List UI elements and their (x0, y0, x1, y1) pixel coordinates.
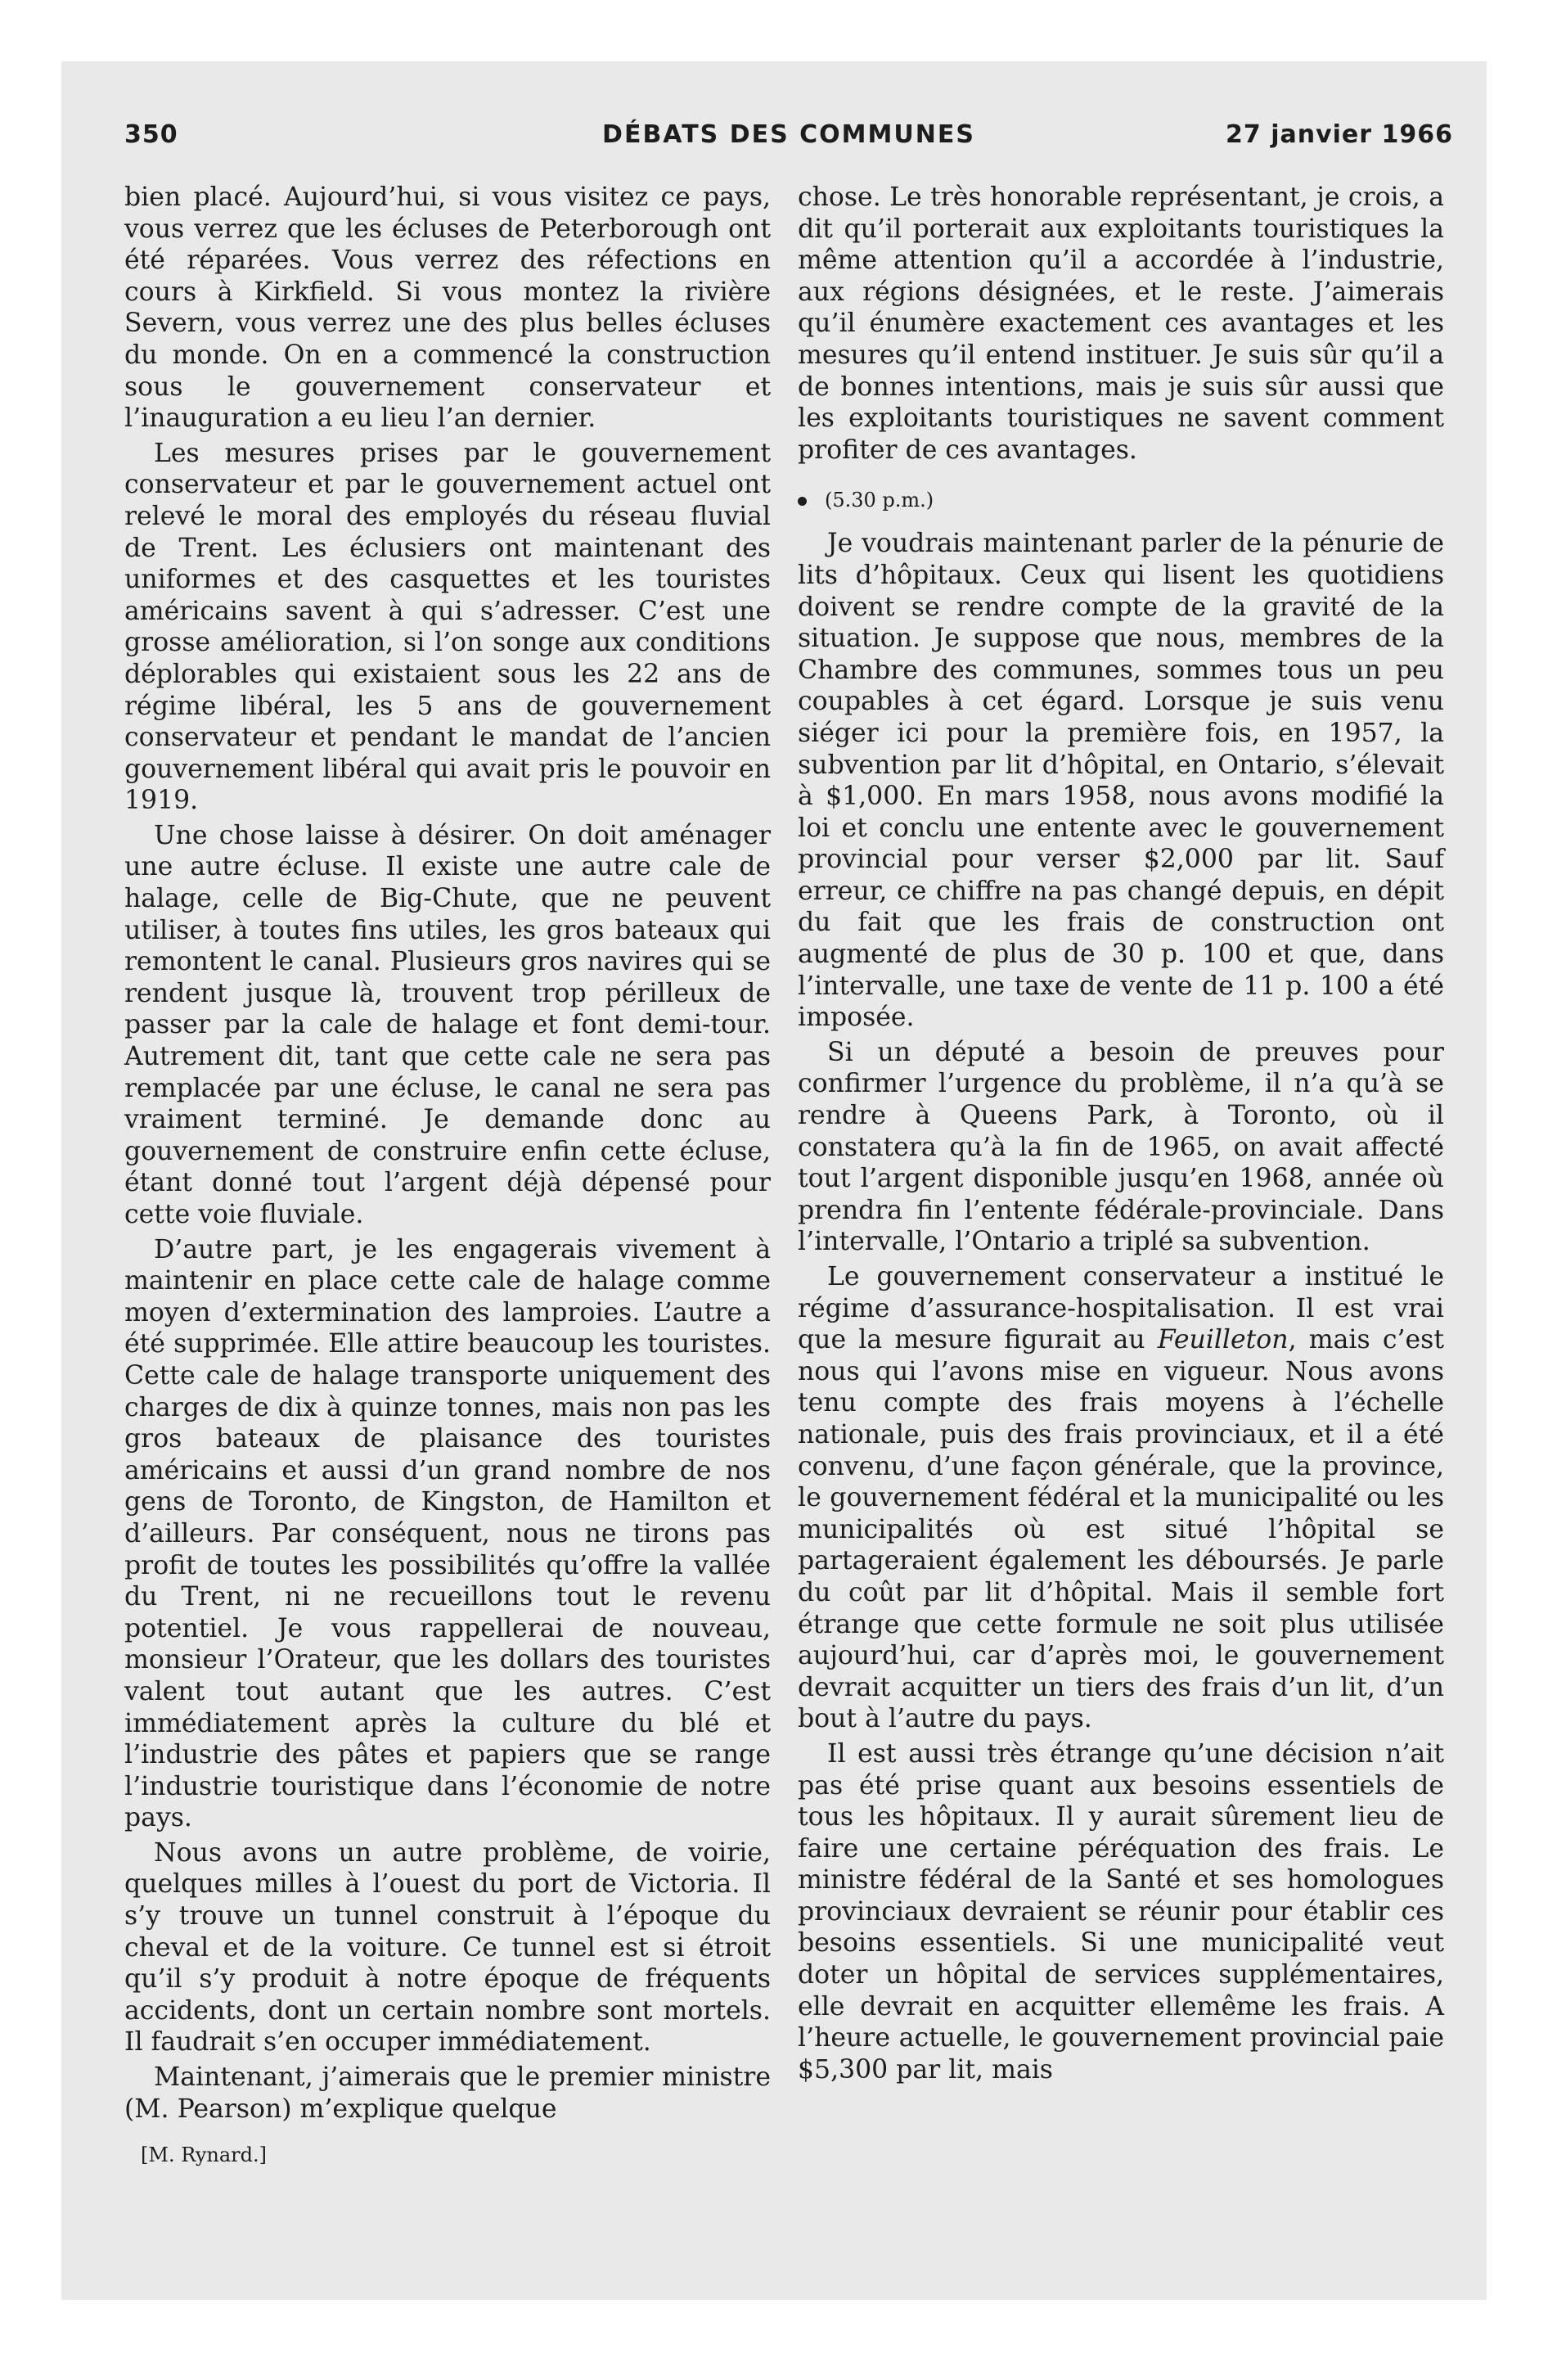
time-marker (798, 484, 1444, 516)
page-date: 27 janvier 1966 (1226, 120, 1453, 149)
paragraph: chose. Le très honorable représentant, je crois, a dit qu’il porterait aux exploitants touristiques la même attention qu’il a accordée à l’industrie, aux régions désignées, et le reste. J’aimerais qu’il énumère exactement ces avantages et les mesures qu’il entend instituer. Je suis sûr qu’il a de bonnes intentions, mais je suis sûr aussi que les exploitants touristiques ne savent comment profiter de ces avantages. (798, 183, 1444, 465)
paragraph-text: Le gouvernement conservateur a institué le régime d’assurance-hospitalisation. Il est vrai que la mesure figurait au (798, 1262, 1444, 1355)
paragraph (798, 1261, 1444, 1735)
page-number: 350 (124, 120, 178, 149)
time-stamp: (5.30 p.m.) (825, 489, 934, 512)
paragraph: bien placé. Aujourd’hui, si vous visitez ce pays, vous verrez que les écluses de Peterborough ont été réparées. Vous verrez des réfections en cours à Kirkfield. Si vous montez la rivière Severn, vous verrez une des plus belles écluses du monde. On en a commencé la construction sous le gouvernement conservateur et l’inauguration a eu lieu l’an dernier. (124, 183, 771, 434)
bullet-icon (798, 497, 807, 506)
page-title: DÉBATS DES COMMUNES (602, 120, 975, 149)
paragraph: Nous avons un autre problème, de voirie, quelques milles à l’ouest du port de Victoria. Il s’y trouve un tunnel construit à l’époque du cheval et de la voiture. Ce tunnel est si étroit qu’il s’y produit à notre époque de fréquents accidents, dont un certain nombre sont mortels. Il faudrait s’en occuper immédiatement. (124, 1837, 771, 2058)
paragraph: Maintenant, j’aimerais que le premier ministre (M. Pearson) m’explique quelque (124, 2062, 771, 2124)
paragraph: D’autre part, je les engagerais vivement à maintenir en place cette cale de halage comme moyen d’extermination des lamproies. L’autre a été supprimée. Elle attire beaucoup les touristes. Cette cale de halage transporte uniquement des charges de dix à quinze tonnes, mais non pas les gros bateaux de plaisance des touristes américains et aussi d’un grand nombre de nos gens de Toronto, de Kingston, de Hamilton et d’ailleurs. Par conséquent, nous ne tirons pas profit de toutes les possibilités qu’offre la vallée du Trent, ni ne recueillons tout le revenu potentiel. Je vous rappellerai de nouveau, monsieur l’Orateur, que les dollars des touristes valent tout autant que les autres. C’est immédiatement après la culture du blé et l’industrie des pâtes et papiers que se range l’industrie touristique dans l’économie de notre pays. (124, 1234, 771, 1833)
speaker-attribution: [M. Rynard.] (141, 2143, 267, 2167)
paragraph: Les mesures prises par le gouvernement conservateur et par le gouvernement actuel ont relevé le moral des employés du réseau fluvial de Trent. Les éclusiers ont maintenant des uniformes et des casquettes et les touristes américains savent à qui s’adresser. C’est une grosse amélioration, si l’on songe aux conditions déplorables qui existaient sous les 22 ans de régime libéral, les 5 ans de gouvernement conservateur et pendant le mandat de l’ancien gouvernement libéral qui avait pris le pouvoir en 1919. (124, 438, 771, 816)
paragraph: Je voudrais maintenant parler de la pénurie de lits d’hôpitaux. Ceux qui lisent les quotidiens doivent se rendre compte de la gravité de la situation. Je suppose que nous, membres de la Chambre des communes, sommes tous un peu coupables à cet égard. Lorsque je suis venu siéger ici pour la première fois, en 1957, la subvention par lit d’hôpital, en Ontario, s’élevait à $1,000. En mars 1958, nous avons modifié la loi et conclu une entente avec le gouvernement provincial pour verser $2,000 par lit. Sauf erreur, ce chiffre na pas changé depuis, en dépit du fait que les frais de construction ont augmenté de plus de 30 p. 100 et que, dans l’intervalle, une taxe de vente de 11 p. 100 a été imposée. (798, 529, 1444, 1033)
left-column (124, 182, 771, 2171)
order-paper-title: Feuilleton (1157, 1325, 1289, 1355)
right-column (798, 182, 1444, 2085)
page-header (124, 110, 1453, 160)
paragraph: Si un député a besoin de preuves pour confirmer l’urgence du problème, il n’a qu’à se rendre à Queens Park, à Toronto, où il constatera qu’à la fin de 1965, on avait affecté tout l’argent disponible jusqu’en 1968, année où prendra fin l’entente fédérale-provinciale. Dans l’intervalle, l’Ontario a triplé sa subvention. (798, 1037, 1444, 1257)
paragraph: Une chose laisse à désirer. On doit aménager une autre écluse. Il existe une autre cale de halage, celle de Big-Chute, que ne peuvent utiliser, à toutes fins utiles, les gros bateaux qui remontent le canal. Plusieurs gros navires qui se rendent jusque là, trouvent trop périlleux de passer par la cale de halage et font demi-tour. Autrement dit, tant que cette cale ne sera pas remplacée par une écluse, le canal ne sera pas vraiment terminé. Je demande donc au gouvernement de construire enfin cette écluse, étant donné tout l’argent déjà dépensé pour cette voie fluviale. (124, 820, 771, 1229)
paragraph: Il est aussi très étrange qu’une décision n’ait pas été prise quant aux besoins essentiels de tous les hôpitaux. Il y aurait sûrement lieu de faire une certaine péréquation des frais. Le ministre fédéral de la Santé et ses homologues provinciaux devraient se réunir pour établir ces besoins essentiels. Si une municipalité veut doter un hôpital de services supplémentaires, elle devrait en acquitter ellemême les frais. A l’heure actuelle, le gouvernement provincial paie $5,300 par lit, mais (798, 1738, 1444, 2085)
paragraph-text: , mais c’est nous qui l’avons mise en vigueur. Nous avons tenu compte des frais moyens à l’échelle nationale, puis des frais provinciaux, et il a été convenu, d’une façon générale, que la province, le gouvernement fédéral et la municipalité ou les municipalités où est situé l’hôpital se partageraient également les déboursés. Je parle du coût par lit d’hôpital. Mais il semble fort étrange que cette formule ne soit plus utilisée aujourd’hui, car d’après moi, le gouvernement devrait acquitter un tiers des frais d’un lit, d’un bout à l’autre du pays. (798, 1325, 1444, 1734)
